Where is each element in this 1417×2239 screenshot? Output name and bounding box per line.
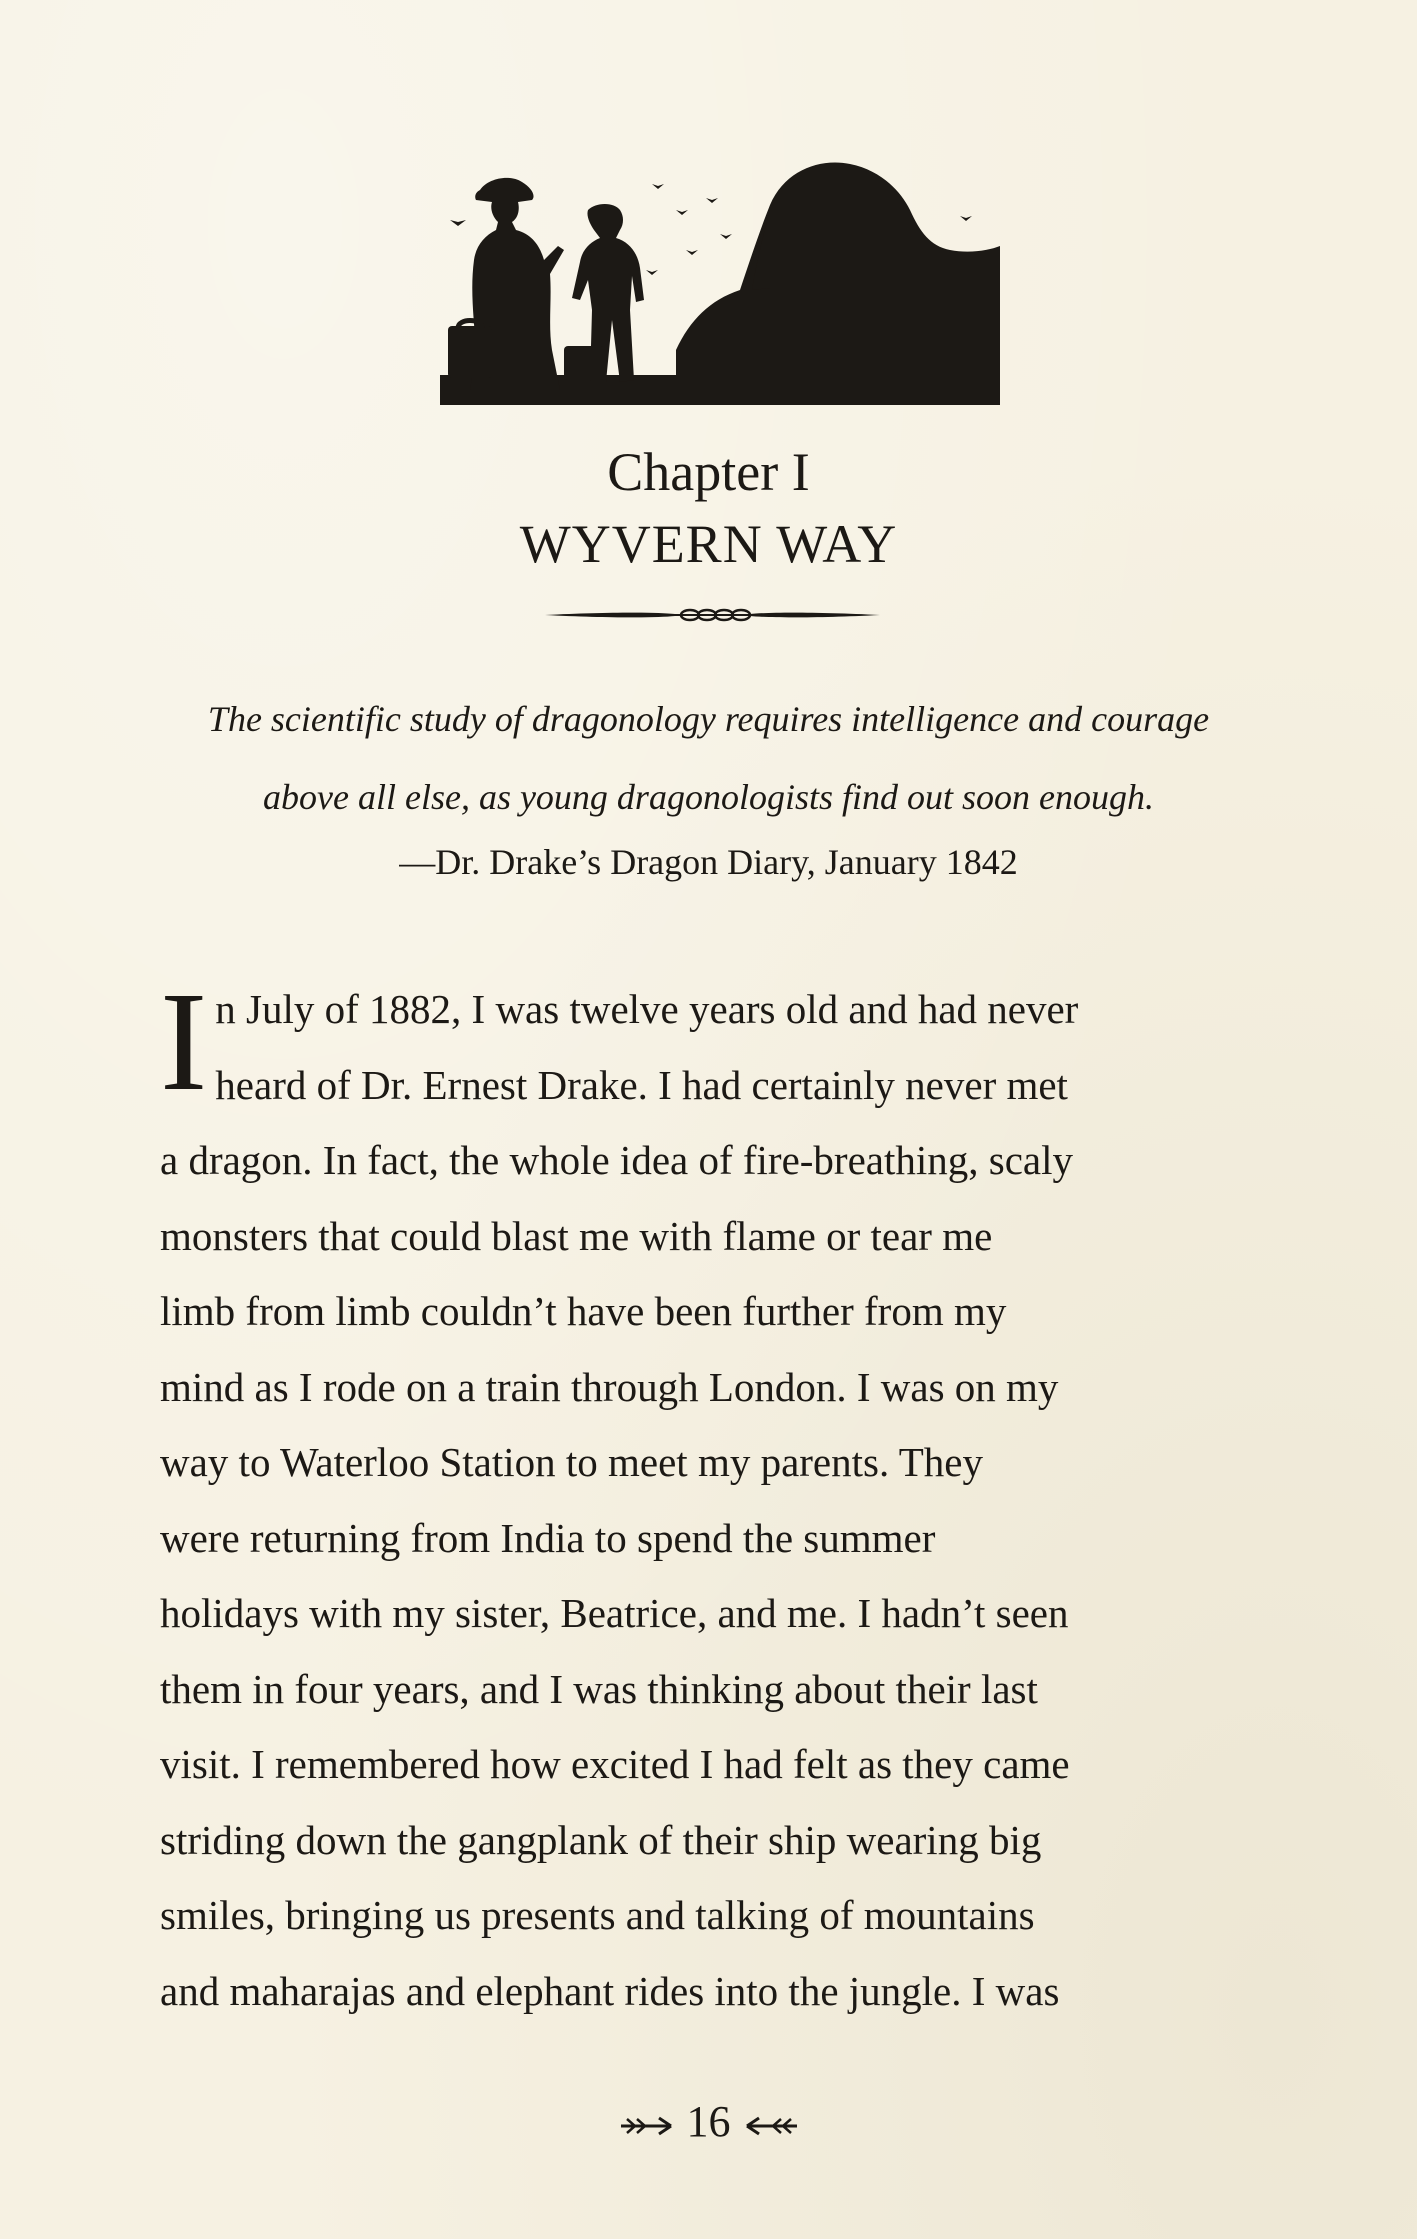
- body-line: n July of 1882, I was twelve years old and had never: [215, 986, 1079, 1032]
- body-line: monsters that could blast me with flame or tear me: [160, 1212, 993, 1259]
- body-line: limb from limb couldn’t have been further from my: [160, 1288, 1007, 1334]
- page-number: 16: [686, 2097, 731, 2146]
- flourish-divider-icon: [545, 604, 880, 626]
- chapter-title: WYVERN WAY: [519, 514, 898, 574]
- body-line: them in four years, and I was thinking about their last: [160, 1665, 1038, 1712]
- body-line: were returning from India to spend the summer: [160, 1514, 936, 1561]
- body-line: and maharajas and elephant rides into the jungle. I was: [160, 1967, 1060, 2014]
- body-line: way to Waterloo Station to meet my parents. They: [160, 1439, 983, 1485]
- body-line: striding down the gangplank of their ship wearing big: [160, 1816, 1042, 1863]
- body-line: heard of Dr. Ernest Drake. I had certainly never met: [215, 1061, 1068, 1108]
- arrow-ornament-icon: [745, 2116, 799, 2136]
- drop-cap: I: [160, 962, 208, 1120]
- body-line: mind as I rode on a train through London. I was on my: [160, 1363, 1059, 1410]
- body-line: smiles, bringing us presents and talking of mountains: [160, 1892, 1035, 1938]
- chapter-body: [160, 962, 1270, 2029]
- body-line: holidays with my sister, Beatrice, and me. I hadn’t seen: [160, 1590, 1069, 1636]
- epigraph: [150, 680, 1267, 836]
- page-number-footer: [0, 2095, 1417, 2149]
- arrow-ornament-icon: [619, 2116, 673, 2136]
- epigraph-source: —Dr. Drake’s Dragon Diary, January 1842: [399, 842, 1018, 882]
- body-line: visit. I remembered how excited I had felt as they came: [160, 1741, 1070, 1787]
- silhouette-two-travelers-and-rock-icon: [440, 150, 1000, 405]
- body-line: a dragon. In fact, the whole idea of fire-breathing, scaly: [160, 1137, 1073, 1183]
- epigraph-line: above all else, as young dragonologists find out soon enough.: [263, 777, 1154, 817]
- chapter-number: Chapter I: [607, 442, 810, 502]
- epigraph-line: The scientific study of dragonology requires intelligence and courage: [207, 699, 1210, 739]
